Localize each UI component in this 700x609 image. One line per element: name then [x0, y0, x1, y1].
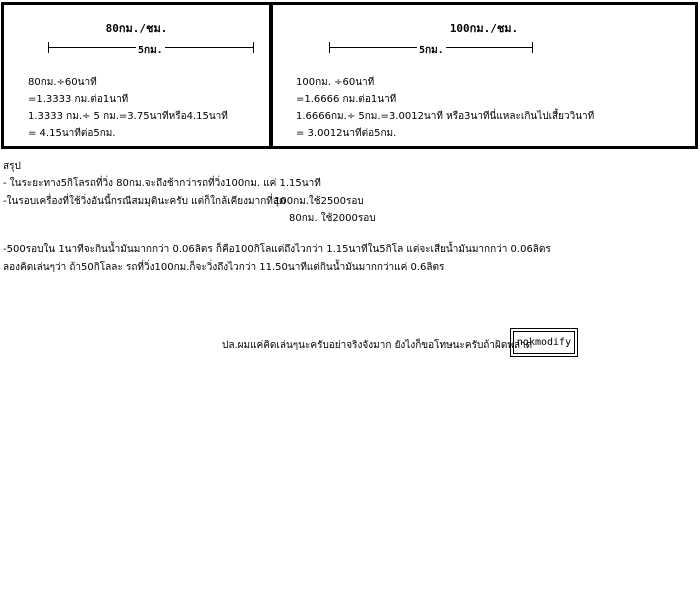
- left-calculation-box: [1, 2, 272, 149]
- left-calc-line: 80กม.÷60นาที: [28, 77, 97, 88]
- summary-rpm-80: 80กม. ใช้2000รอบ: [289, 213, 376, 224]
- summary-line-5: ลองคิดเล่นๆว่า ถ้า50กิโลละ รถที่วิ่ง100กม.ก็จะวิ่งถึงไวกว่า 11.50นาทีแต่กินน้ำมันมากกว่าแค่ 0.6ลิตร: [3, 262, 445, 273]
- signature-text: nokmodify: [513, 331, 575, 354]
- summary-rpm-100: 100กม.ใช้2500รอบ: [274, 196, 364, 207]
- left-calc-line: =1.3333 กม.ต่อ1นาที: [28, 94, 129, 105]
- left-calc-line: = 4.15นาทีต่อ5กม.: [28, 128, 116, 139]
- right-distance-label: 5กม.: [419, 45, 444, 56]
- right-speed-title: 100กม./ชม.: [449, 22, 519, 35]
- summary-heading: สรุป: [3, 161, 21, 172]
- right-calc-line: =1.6666 กม.ต่อ1นาที: [296, 94, 397, 105]
- signature-box: [510, 328, 578, 357]
- summary-line-2: -ในรอบเครื่องที่ใช้วิ่งอันนี้กรณีสมมุตินะครับ แต่ก็ใกล้เคียงมากที่สุด: [3, 196, 286, 207]
- right-calculation-lines: [296, 74, 594, 142]
- right-calc-line: 100กม. ÷60นาที: [296, 77, 375, 88]
- left-speed-title: 80กม./ชม.: [105, 22, 168, 35]
- right-calc-line: 1.6666กม.÷ 5กม.=3.0012นาที หรือ3นาทีนี่แหละเกินไปเสี้ยววินาที: [296, 111, 595, 122]
- summary-line-1: - ในระยะทาง5กิโลรถที่วิ่ง 80กม.จะถึงช้ากว่ารถที่วิ่ง100กม. แค่ 1.15นาที: [3, 178, 321, 189]
- summary-line-4: -500รอบใน 1นาทีจะกินน้ำมันมากกว่า 0.06ลิตร ก็คือ100กิโลแต่ถึงไวกว่า 1.15นาทีใน5กิโล แต่จะเสียน้ำมันมากกว่า 0.06ลิตร: [3, 244, 551, 255]
- left-calc-line: 1.3333 กม.÷ 5 กม.=3.75นาทีหรือ4.15นาที: [28, 111, 228, 122]
- footer-note: ปล.ผมแค่คิดเล่นๆนะครับอย่าจริงจังมาก ยังไงก็ขอโทษนะครับถ้าผิดพลาด: [222, 340, 533, 351]
- right-calc-line: = 3.0012นาทีต่อ5กม.: [296, 128, 397, 139]
- left-calculation-lines: [28, 74, 228, 142]
- left-distance-label: 5กม.: [138, 45, 163, 56]
- right-calculation-box: [270, 2, 698, 149]
